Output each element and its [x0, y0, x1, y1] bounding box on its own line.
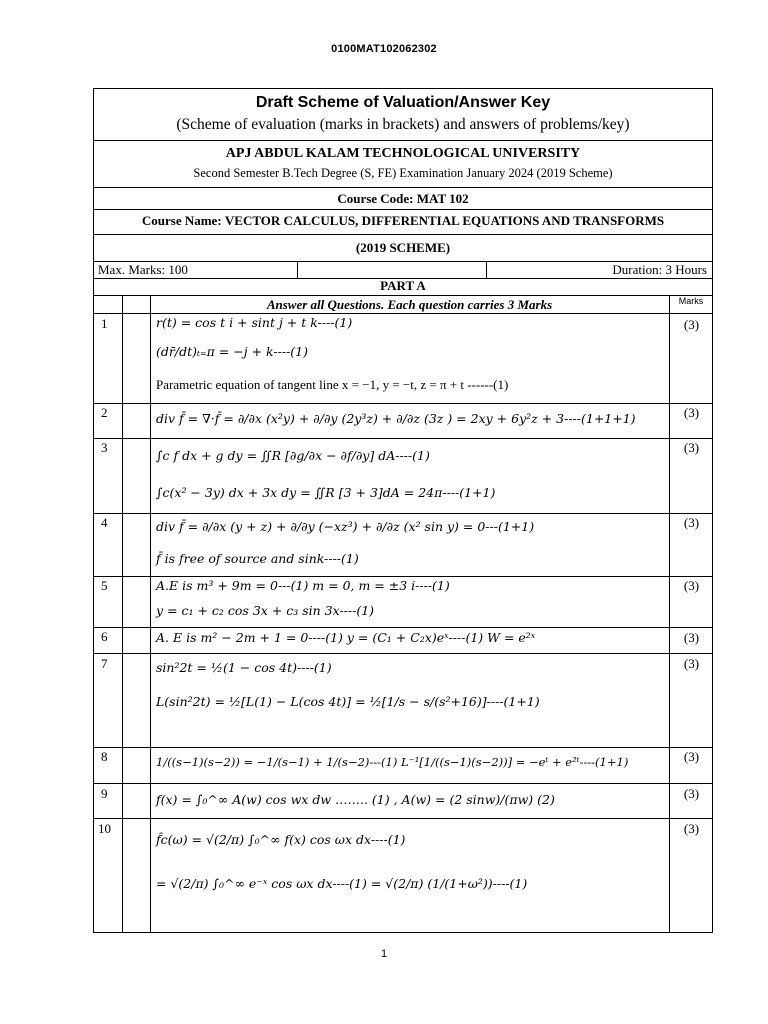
row-divider [93, 653, 713, 654]
answer-line: f(x) = ∫₀^∞ A(w) cos wx dw …….. (1) , A(w) = (2 sinw)/(πw) (2) [156, 792, 555, 807]
question-number: 8 [101, 749, 108, 764]
answer-line: div f̄ = ∂/∂x (y + z) + ∂/∂y (−xz³) + ∂/∂z (x² sin y) = 0---(1+1) [156, 519, 535, 534]
divider [297, 261, 298, 278]
answer-line: r(t) = cos t i + sint j + t k----(1) [156, 315, 353, 330]
answer-line: y = c₁ + c₂ cos 3x + c₃ sin 3x----(1) [156, 603, 375, 618]
question-number: 10 [98, 821, 111, 836]
question-marks: (3) [683, 578, 700, 593]
max-marks: Max. Marks: 100 [98, 262, 188, 277]
course-name [93, 213, 713, 229]
row-divider [93, 747, 713, 748]
question-number: 4 [101, 515, 108, 530]
answer-line: f̄ is free of source and sink----(1) [156, 551, 359, 566]
answer-line: ∫c(x² − 3y) dx + 3x dy = ∬R [3 + 3]dA = 24π----(1+1) [156, 485, 496, 500]
question-number: 2 [101, 405, 108, 420]
divider [93, 295, 713, 296]
answer-line: (dr̄/dt)ₜ₌π = −j + k----(1) [156, 344, 309, 359]
question-marks: (3) [683, 440, 700, 455]
divider [93, 234, 713, 235]
question-number: 5 [101, 578, 108, 593]
exam-name: Second Semester B.Tech Degree (S, FE) Examination January 2024 (2019 Scheme) [193, 166, 613, 180]
answer-line: = √(2/π) ∫₀^∞ e⁻ˣ cos ωx dx----(1) = √(2/π) (1/(1+ω²))----(1) [156, 876, 528, 891]
question-marks: (3) [683, 515, 700, 530]
divider [93, 187, 713, 188]
answer-line: L(sin²2t) = ½[L(1) − L(cos 4t)] = ½[1/s − s/(s²+16)]----(1+1) [156, 694, 540, 709]
divider [122, 295, 123, 933]
answer-line: sin²2t = ½(1 − cos 4t)----(1) [156, 660, 332, 675]
document-title: Draft Scheme of Valuation/Answer Key [255, 94, 551, 111]
course-name-label: Course Name: [141, 213, 222, 228]
answer-line: A.E is m³ + 9m = 0---(1) m = 0, m = ±3 i----(1) [156, 578, 450, 593]
question-number: 1 [101, 316, 108, 331]
question-number: 7 [101, 656, 108, 671]
divider [93, 209, 713, 210]
question-number: 3 [101, 440, 108, 455]
row-divider [93, 783, 713, 784]
answer-line: Parametric equation of tangent line x = −1, y = −t, z = π + t ------(1) [156, 377, 509, 392]
question-marks: (3) [683, 749, 700, 764]
duration: Duration: 3 Hours [612, 262, 707, 277]
course-code: Course Code: MAT 102 [337, 191, 469, 206]
university-name: APJ ABDUL KALAM TECHNOLOGICAL UNIVERSITY [225, 146, 581, 161]
answer-line: 1/((s−1)(s−2)) = −1/(s−1) + 1/(s−2)---(1) L⁻¹[1/((s−1)(s−2))] = −eᵗ + e²ᵗ----(1+1) [156, 755, 629, 769]
question-marks: (3) [683, 317, 700, 332]
document-code: 0100MAT102062302 [331, 43, 437, 55]
scheme-label: (2019 SCHEME) [355, 240, 451, 255]
row-divider [93, 818, 713, 819]
divider [669, 295, 670, 933]
answer-line: A. E is m² − 2m + 1 = 0----(1) y = (C₁ + C₂x)eˣ----(1) W = e²ˣ [156, 630, 536, 645]
course-name-value: VECTOR CALCULUS, DIFFERENTIAL EQUATIONS AND TRANSFORMS [224, 213, 665, 228]
answer-line: ∫c f dx + g dy = ∬R [∂g/∂x − ∂f/∂y] dA----(1) [156, 448, 430, 463]
row-divider [93, 403, 713, 404]
marks-column-header: Marks [678, 296, 704, 306]
question-marks: (3) [683, 786, 700, 801]
answer-line: f̂c(ω) = √(2/π) ∫₀^∞ f(x) cos ωx dx----(1) [156, 832, 406, 847]
divider [93, 140, 713, 141]
question-marks: (3) [683, 405, 700, 420]
answer-line: div f̄ = ∇·f̄ = ∂/∂x (x²y) + ∂/∂y (2y³z) + ∂/∂z (3z ) = 2xy + 6y²z + 3----(1+1+1) [156, 411, 636, 426]
divider [93, 313, 713, 314]
divider [486, 261, 487, 278]
question-marks: (3) [683, 656, 700, 671]
question-number: 6 [101, 629, 108, 644]
row-divider [93, 627, 713, 628]
part-title: PART A [380, 278, 426, 293]
question-marks: (3) [683, 821, 700, 836]
question-marks: (3) [683, 630, 700, 645]
row-divider [93, 576, 713, 577]
part-instruction: Answer all Questions. Each question carries 3 Marks [266, 297, 553, 312]
question-number: 9 [101, 786, 108, 801]
page-number: 1 [380, 948, 388, 960]
row-divider [93, 513, 713, 514]
divider [150, 295, 151, 933]
row-divider [93, 438, 713, 439]
document-subtitle: (Scheme of evaluation (marks in brackets) and answers of problems/key) [176, 116, 630, 133]
